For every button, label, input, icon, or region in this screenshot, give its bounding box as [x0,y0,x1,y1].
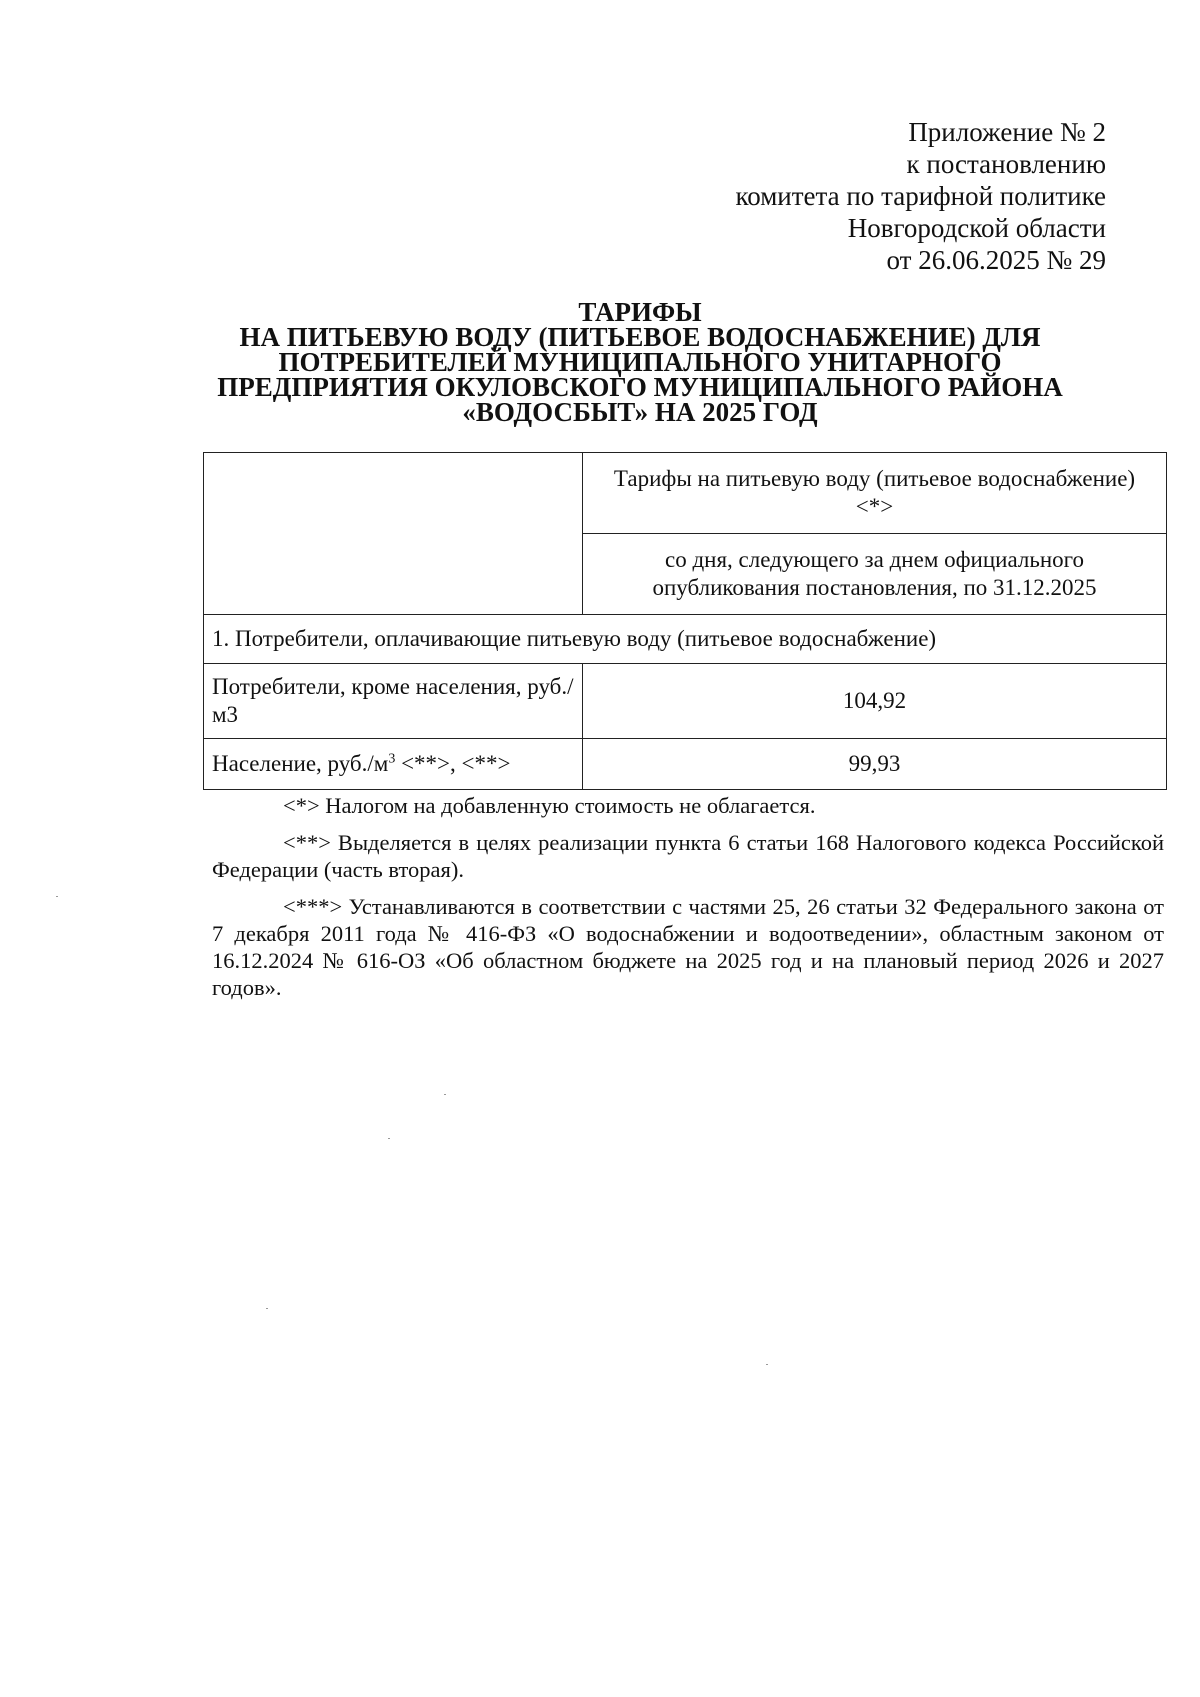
scan-speck [56,896,58,897]
row-label-cell: Потребители, кроме населения, руб./м3 [204,664,583,739]
title-line: НА ПИТЬЕВУЮ ВОДУ (ПИТЬЕВОЕ ВОДОСНАБЖЕНИЕ) ДЛЯ [239,322,1041,352]
footnote: <***> Устанавливаются в соответствии с частями 25, 26 статьи 32 Федерального закона от 7 декабря 2011 года № 416-ФЗ «О водоснабжении и водоотведении», областным законом от 16.12.2024 № 616-ОЗ «Об областном бюджете на 2025 год и на плановый период 2026 и 2027 годов». [212,894,1164,1000]
scan-speck [388,1138,390,1139]
header-tariff-mark: <*> [855,494,894,519]
table-row [204,664,1167,739]
footnote: <*> Налогом на добавленную стоимость не облагается. [283,793,816,818]
title-line: ТАРИФЫ [578,297,702,327]
appendix-line: Новгородской области [847,213,1106,243]
scan-speck [266,1308,268,1309]
table-group-row [204,615,1167,664]
group-label-cell: 1. Потребители, оплачивающие питьевую воду (питьевое водоснабжение) [204,615,1167,664]
title-line: «ВОДОСБЫТ» НА 2025 ГОД [462,397,818,427]
appendix-line: комитета по тарифной политике [735,181,1106,211]
appendix-header [735,116,1106,276]
scan-speck [444,1094,446,1095]
table-row [204,739,1167,790]
scan-speck [766,1364,768,1365]
row-label-cell [204,739,583,790]
header-period-cell: со дня, следующего за днем официального опубликования постановления, по 31.12.2025 [583,534,1167,615]
title-line: ПОТРЕБИТЕЛЕЙ МУНИЦИПАЛЬНОГО УНИТАРНОГО [278,347,1002,377]
row-label-main: Население, руб./м [212,751,389,776]
table-header-row [204,453,1167,534]
row-label-superscript: 3 [388,751,396,767]
footnotes [212,792,1164,1011]
header-empty-cell [204,453,583,615]
appendix-line: к постановлению [906,149,1106,179]
row-value-cell: 99,93 [583,739,1167,790]
title-line: ПРЕДПРИЯТИЯ ОКУЛОВСКОГО МУНИЦИПАЛЬНОГО РАЙОНА [217,372,1063,402]
footnote: <**> Выделяется в целях реализации пункта 6 статьи 168 Налогового кодекса Российской Федерации (часть вторая). [212,830,1164,882]
tariff-table [203,452,1167,790]
appendix-line: Приложение № 2 [908,117,1106,147]
appendix-line: от 26.06.2025 № 29 [886,245,1106,275]
row-label-tail: <**>, <**> [395,751,511,776]
row-value-cell: 104,92 [583,664,1167,739]
header-tariff-cell [583,453,1167,534]
document-title [200,297,1080,427]
header-tariff-text: Тарифы на питьевую воду (питьевое водоснабжение) [613,466,1136,491]
